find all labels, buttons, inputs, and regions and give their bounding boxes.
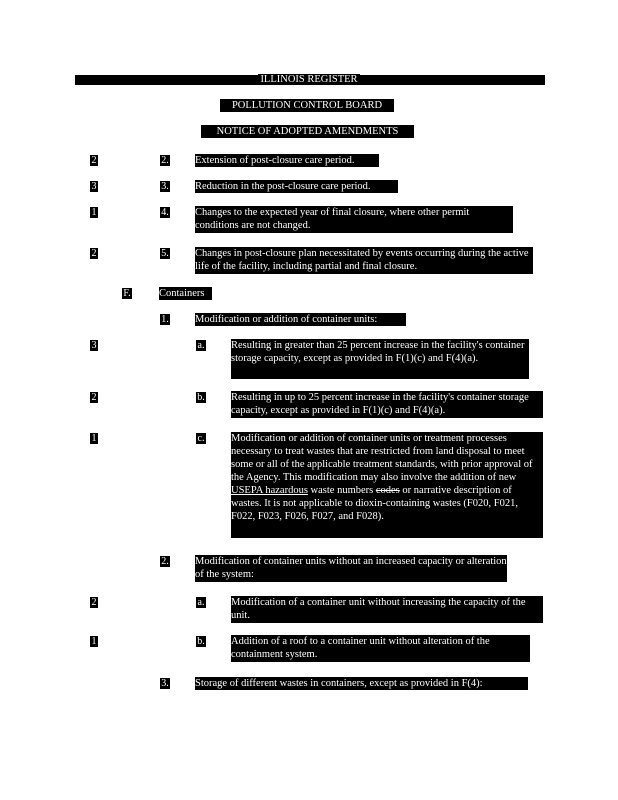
item-text: Changes in post-closure plan necessitated by events occurring during the active life of the facility, including partial and final closure.	[195, 247, 533, 274]
subsection-number: 1.	[161, 314, 169, 325]
item-letter: a.	[197, 340, 205, 351]
deleted-text: codes	[375, 485, 400, 496]
class-label: 3	[91, 181, 97, 192]
item-text: Modification or addition of container units or treatment processes necessary to treat wastes that are restricted from land disposal to meet some or all of the applicable treatment standards, with prior approval of the Agency. This modification may also involve the addition of new USEPA hazardous waste numbers codes or narrative description of wastes. It is not applicable to dioxin-containing wastes (F020, F021, F022, F023, F026, F027, and F028).	[231, 432, 543, 538]
subsection-number: 3.	[161, 678, 169, 689]
item-number: 2.	[161, 155, 169, 166]
section-title: Containers	[159, 287, 212, 300]
class-label: 3	[91, 340, 97, 351]
notice-title: NOTICE OF ADOPTED AMENDMENTS	[201, 125, 414, 138]
item-number: 4.	[161, 207, 169, 218]
class-label: 1	[91, 207, 97, 218]
item-text: Extension of post-closure care period.	[195, 154, 379, 167]
subsection-title: Modification or addition of container units:	[195, 313, 406, 326]
item-text: Modification of a container unit without increasing the capacity of the unit.	[231, 596, 543, 623]
item-letter: b.	[197, 636, 205, 647]
board-title: POLLUTION CONTROL BOARD	[220, 99, 394, 112]
class-label: 2	[91, 248, 97, 259]
subsection-title: Storage of different wastes in containers, except as provided in F(4):	[195, 677, 528, 690]
item-text: Resulting in up to 25 percent increase in the facility's container storage capacity, except as provided in F(1)(c) and F(4)(a).	[231, 391, 543, 418]
subsection-title: Modification of container units without an increased capacity or alteration of the system:	[195, 556, 507, 580]
inserted-text: USEPA hazardous	[231, 485, 308, 496]
item-text: Changes to the expected year of final closure, where other permit conditions are not changed.	[195, 206, 513, 233]
class-label: 2	[91, 392, 97, 403]
class-label: 1	[91, 636, 97, 647]
item-number: 5.	[161, 248, 169, 259]
register-title: ILLINOIS REGISTER	[260, 74, 358, 85]
item-number: 3.	[161, 181, 169, 192]
item-letter: a.	[197, 597, 205, 608]
subsection-number: 2.	[161, 556, 169, 567]
class-label: 2	[91, 155, 97, 166]
class-label: 2	[91, 597, 97, 608]
section-letter: F.	[123, 288, 131, 299]
item-text: Resulting in greater than 25 percent increase in the facility's container storage capacity, except as provided in F(1)(c) and F(4)(a).	[231, 339, 529, 379]
item-text: Reduction in the post-closure care period.	[195, 180, 398, 193]
item-text: Addition of a roof to a container unit without alteration of the containment system.	[231, 635, 530, 662]
item-letter: b.	[197, 392, 205, 403]
class-label: 1	[91, 433, 97, 444]
item-letter: c.	[197, 433, 205, 444]
